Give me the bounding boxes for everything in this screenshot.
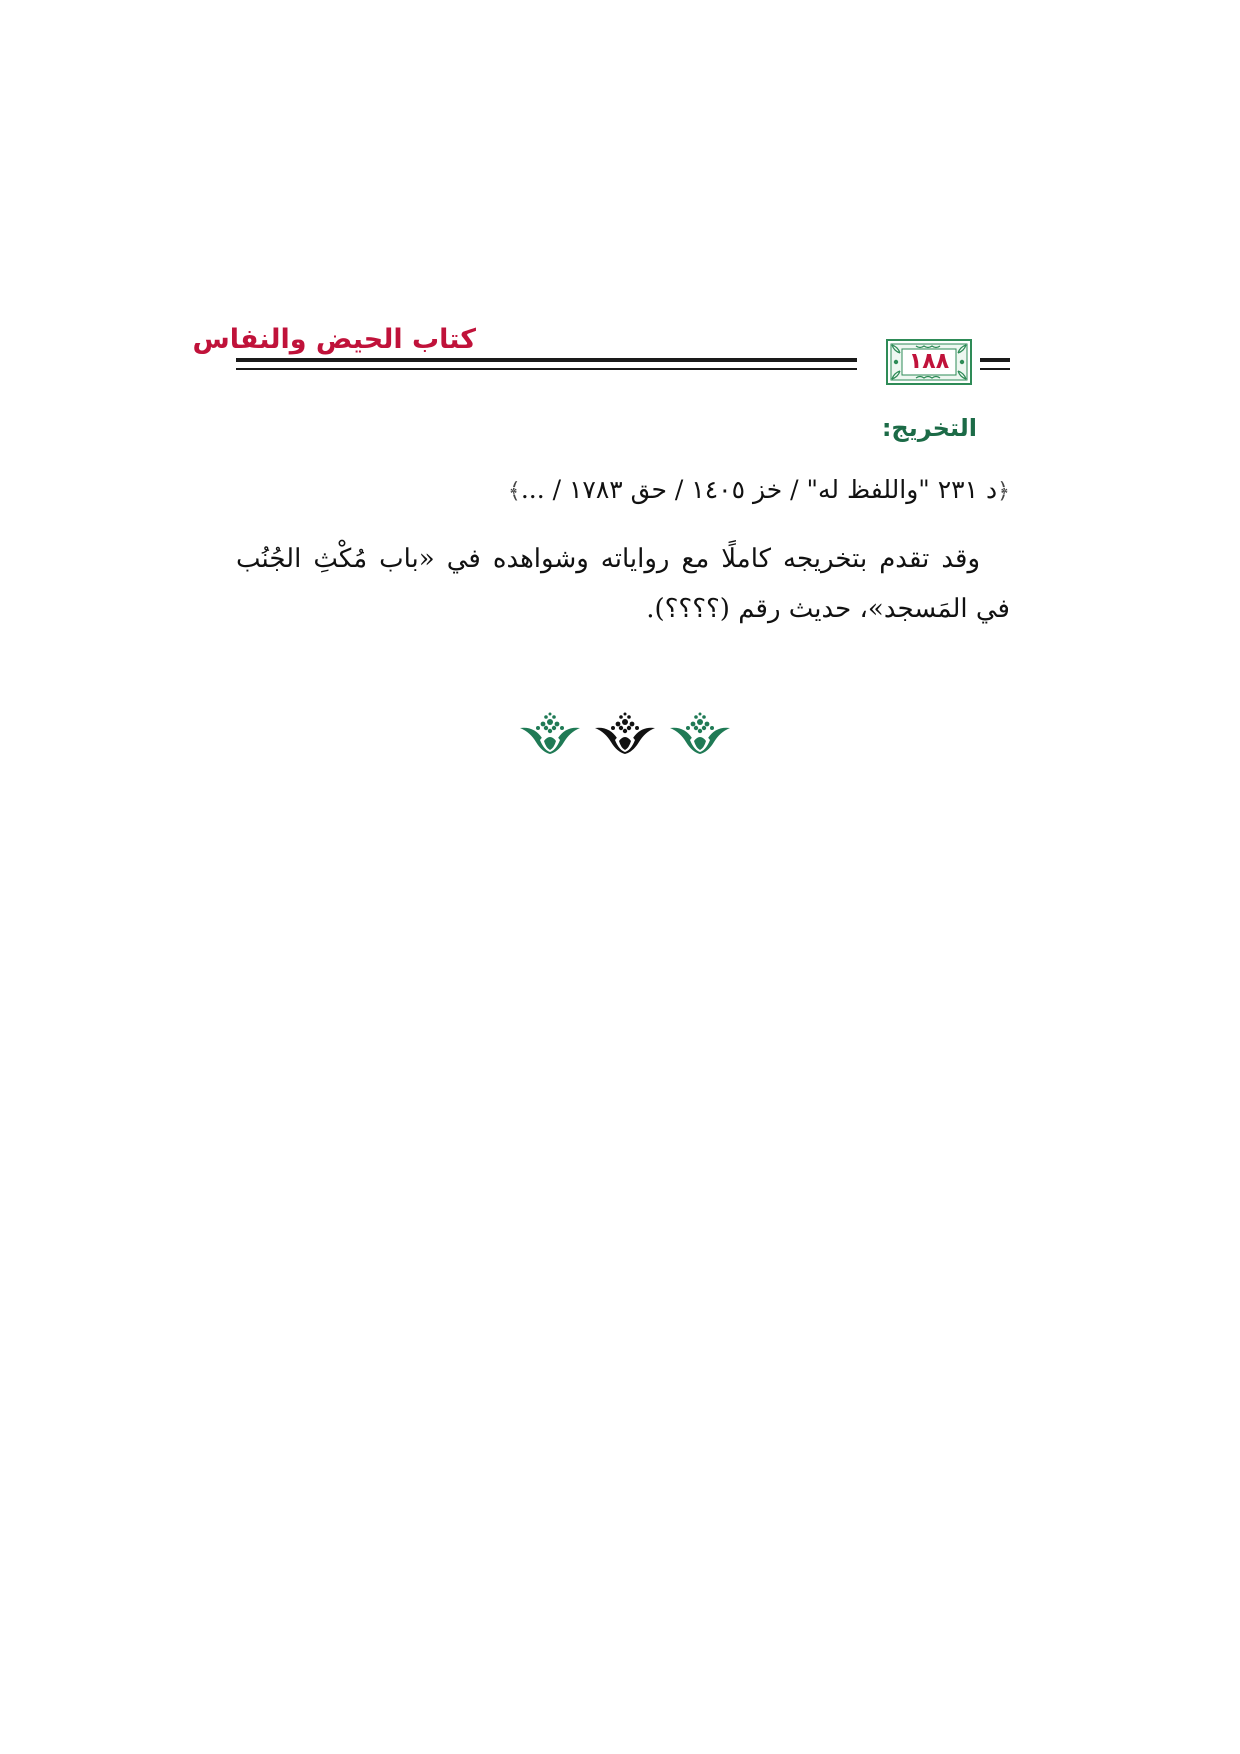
section-heading: التخريج: (881, 414, 977, 442)
body-paragraph (236, 534, 1010, 634)
lotus-ornament-icon (593, 712, 657, 754)
header-rule-right-thick (980, 358, 1010, 362)
book-title: كتاب الحيض والنفاس (192, 324, 476, 355)
body-paragraph-text: وقد تقدم بتخريجه كاملًا مع رواياته وشواهده في «باب مُكْثِ الجُنُب في المَسجد»، حديث رقم (؟؟؟؟). (236, 544, 1010, 624)
citation-text: د ٢٣١ "واللفظ له" / خز ١٤٠٥ / حق ١٧٨٣ / ... (520, 475, 998, 504)
bracket-close: ﴾ (507, 479, 521, 504)
header-rule-thin (236, 368, 857, 370)
page-number: ١٨٨ (908, 349, 950, 374)
header-rule-right-thin (980, 368, 1010, 370)
bracket-open: ﴿ (997, 479, 1010, 504)
citation-line (350, 468, 1010, 514)
page-number-badge (886, 339, 972, 385)
section-end-ornaments (518, 712, 732, 754)
lotus-ornament-icon (668, 712, 732, 754)
header-rule-thick (236, 358, 857, 362)
lotus-ornament-icon (518, 712, 582, 754)
